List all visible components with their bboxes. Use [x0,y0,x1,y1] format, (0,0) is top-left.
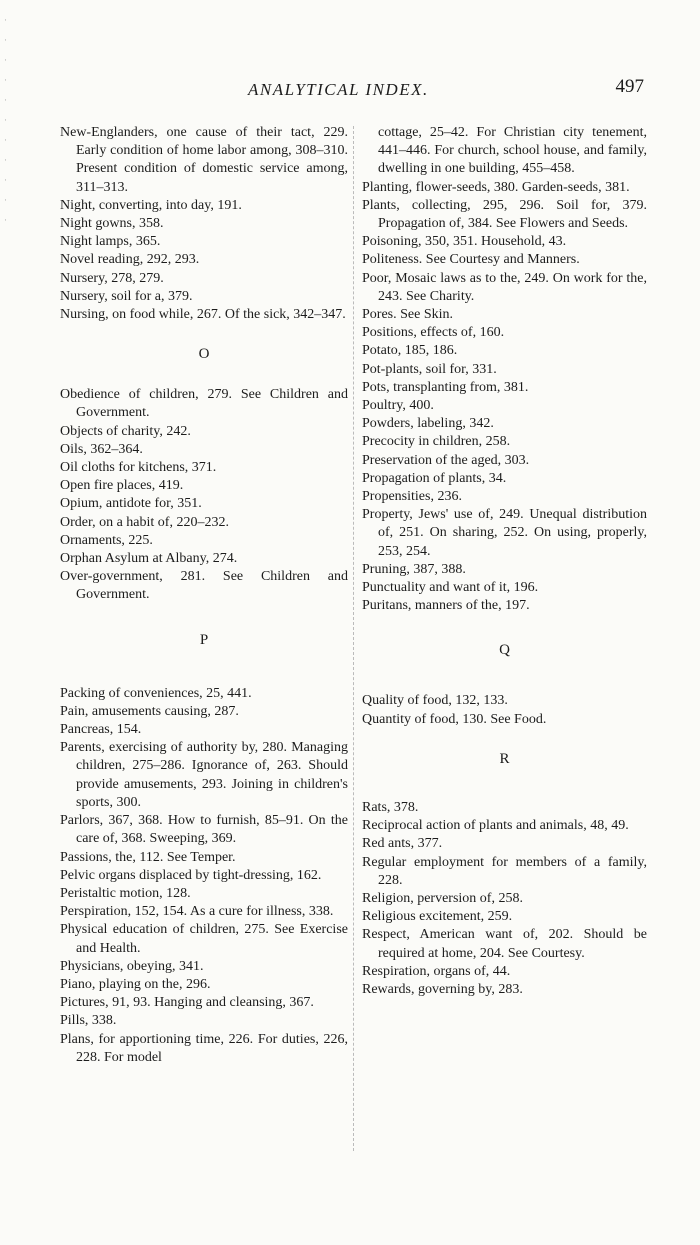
index-entry: Pelvic organs displaced by tight-dressing, 162. [60,867,322,883]
index-entry: Novel reading, 292, 293. [60,252,200,268]
index-entry: Oils, 362–364. [60,441,143,457]
index-entry: Physicians, obeying, 341. [60,958,204,974]
index-entry: Property, Jews' use of, 249. Unequal distribution of, 251. On sharing, 252. On using, properly, 253, 254. [362,507,647,559]
index-entry: Peristaltic motion, 128. [60,885,191,901]
index-entry: Open fire places, 419. [60,478,184,494]
index-entry: Poultry, 400. [362,398,434,414]
index-entry: Parents, exercising of authority by, 280. Managing children, 275–286. Ignorance of, 263. Should provide amusements, 293. Joining in children's sports, 300. [60,740,348,810]
index-entry: Pancreas, 154. [60,722,142,738]
index-entry: Puritans, manners of the, 197. [362,598,530,614]
index-entry: Rats, 378. [362,799,419,815]
index-entry: Orphan Asylum at Albany, 274. [60,551,238,567]
index-entry: Physical education of children, 275. See Exercise and Health. [60,922,348,956]
index-entry: Oil cloths for kitchens, 371. [60,460,217,476]
index-entry: Religion, perversion of, 258. [362,890,523,906]
section-letter-p: P [199,631,209,648]
index-entry: Reciprocal action of plants and animals, 48, 49. [362,818,629,834]
index-entry: Politeness. See Courtesy and Manners. [362,252,580,268]
index-entry: Parlors, 367, 368. How to furnish, 85–91. On the care of, 368. Sweeping, 369. [60,813,348,847]
index-entry: Ornaments, 225. [60,532,153,548]
index-entry: Over-government, 281. See Children and Government. [60,569,348,603]
section-letter-q: Q [499,642,510,659]
index-entry: Pictures, 91, 93. Hanging and cleansing, 367. [60,995,314,1011]
index-entry: Piano, playing on the, 296. [60,976,211,992]
index-entry: Regular employment for members of a family, 228. [362,854,647,888]
index-entry: Planting, flower-seeds, 380. Garden-seeds, 381. [362,179,630,195]
index-entry: Objects of charity, 242. [60,423,191,439]
index-entry: Quality of food, 132, 133. [362,693,508,709]
index-entry: Pots, transplanting from, 381. [362,379,529,395]
index-entry: Night, converting, into day, 191. [60,197,242,213]
index-entry: Respect, American want of, 202. Should be required at home, 204. See Courtesy. [362,927,647,961]
index-entry: Nursery, soil for a, 379. [60,288,193,304]
index-entry: Obedience of children, 279. See Children and Government. [60,387,348,421]
index-entry: Packing of conveniences, 25, 441. [60,685,252,701]
index-column-left [60,124,348,1067]
index-entry: Propensities, 236. [362,489,462,505]
index-entry: Pores. See Skin. [362,307,453,323]
index-entry: Respiration, organs of, 44. [362,963,511,979]
index-entry: Propagation of plants, 34. [362,470,507,486]
section-letter-o: O [198,346,210,363]
index-entry: Punctuality and want of it, 196. [362,580,539,596]
index-entry: Plants, collecting, 295, 296. Soil for, 379. Propagation of, 384. See Flowers and Seeds. [362,197,647,232]
index-entry: Pruning, 387, 388. [362,561,466,577]
index-entry: Pot-plants, soil for, 331. [362,361,497,377]
index-entry: Positions, effects of, 160. [362,325,505,341]
index-entry: Powders, labeling, 342. [362,416,494,432]
index-entry: Pills, 338. [60,1013,117,1029]
index-entry: Poor, Mosaic laws as to the, 249. On work for the, 243. See Charity. [362,270,647,304]
index-entry: Nursing, on food while, 267. Of the sick, 342–347. [60,307,346,323]
index-entry: New-Englanders, one cause of their tact, 229. Early condition of home labor among, 308–310. Present condition of domestic service among, 311–313. [60,125,348,195]
index-entry: Potato, 185, 186. [362,343,458,359]
index-entry: Opium, antidote for, 351. [60,496,202,512]
index-entry: Night lamps, 365. [60,234,161,250]
running-title: ANALYTICAL INDEX. [248,80,429,99]
margin-marks: · · · · · · · · · · · [4,15,7,225]
index-entry: Rewards, governing by, 283. [362,981,523,997]
index-entry: Red ants, 377. [362,836,443,852]
index-entry: Perspiration, 152, 154. As a cure for illness, 338. [60,904,334,920]
index-entry: Poisoning, 350, 351. Household, 43. [362,234,567,250]
index-entry: Precocity in children, 258. [362,434,511,450]
page-number: 497 [615,76,644,97]
index-entry: cottage, 25–42. For Christian city tenement, 441–446. For church, school house, and family, dwelling in one building, 455–458. [378,125,647,177]
index-entry: Night gowns, 358. [60,216,164,232]
index-entry: Passions, the, 112. See Temper. [60,849,236,865]
page-header [60,76,650,106]
column-divider [353,126,355,1151]
index-entry: Quantity of food, 130. See Food. [362,711,547,727]
index-entry: Pain, amusements causing, 287. [60,703,239,719]
section-letter-r: R [499,750,510,767]
index-entry: Order, on a habit of, 220–232. [60,514,229,530]
index-column-right [362,124,647,999]
index-entry: Preservation of the aged, 303. [362,452,530,468]
index-entry: Nursery, 278, 279. [60,270,164,286]
index-entry: Religious excitement, 259. [362,909,513,925]
index-entry: Plans, for apportioning time, 226. For duties, 226, 228. For model [60,1031,348,1065]
